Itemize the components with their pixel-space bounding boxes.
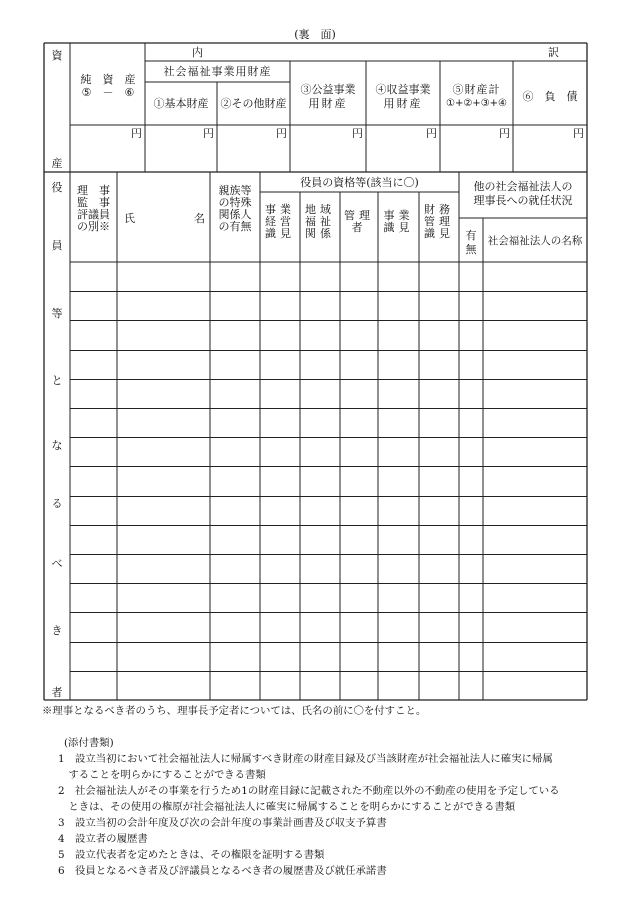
qual-line: 財務 [424, 203, 454, 216]
qual-line: 管理 [344, 209, 374, 222]
officers-side-char: 等 [51, 307, 63, 320]
attachment-line: 4 設立者の履歴書 [58, 833, 148, 845]
relatives-line: の有無 [218, 220, 252, 233]
attachment-line: 3 設立当初の会計年度及び次の会計年度の事業計画書及び収支予算書 [58, 817, 387, 829]
assets-side-label-top: 資 [51, 49, 63, 62]
officers-side-char: き [51, 624, 63, 637]
yen-basic: 円 [203, 127, 214, 140]
role-line: 評議員 [77, 208, 110, 221]
attachment-item [58, 815, 618, 831]
other-property-label: ②その他財産 [220, 97, 287, 110]
revenue-property-line2: 用財産 [383, 97, 423, 110]
officers-side-char: る [51, 497, 63, 510]
officers-side-char: な [51, 439, 63, 452]
property-total-line1: ⑤財産計 [452, 83, 501, 96]
yes-no-line: 有 [465, 229, 477, 242]
net-assets-formula: ⑤ － ⑥ [81, 86, 135, 99]
other-corp-line: 理事長への就任状況 [473, 194, 573, 207]
role-line: 理 事 [77, 184, 110, 197]
qual-business-mgmt-header [260, 204, 300, 240]
relatives-column-header [210, 185, 260, 233]
role-line: の別※ [77, 220, 110, 233]
breakdown-left-label: 内 [192, 46, 203, 59]
yen-public-interest: 円 [352, 127, 363, 140]
attachment-line: 5 設立代表者を定めたときは、その権限を証明する書類 [58, 849, 325, 861]
qual-line: 経営 [265, 215, 295, 228]
yen-liabilities: 円 [573, 127, 584, 140]
attachments-heading: (添付書類) [64, 737, 114, 749]
other-corp-group-header [459, 180, 587, 208]
qual-manager-header [340, 210, 378, 234]
footnote: ※理事となるべき者のうち、理事長予定者については、氏名の前に〇を付すこと。 [42, 705, 427, 717]
relatives-line: 親族等 [218, 184, 252, 197]
public-interest-property-line2: 用財産 [308, 97, 348, 110]
role-column-header [70, 185, 117, 233]
yen-net-assets: 円 [131, 127, 142, 140]
yes-no-header [459, 229, 483, 257]
attachment-item [58, 831, 618, 847]
attachment-item [58, 751, 618, 783]
corp-name-header: 社会福祉法人の名称 [487, 235, 583, 247]
name-header-left: 氏 [124, 212, 135, 225]
attachment-item [58, 847, 618, 863]
attachments-list [58, 751, 618, 879]
page-title: (裏 面) [294, 28, 336, 41]
assets-side-label-bottom: 産 [51, 157, 63, 170]
name-header-right: 名 [194, 212, 205, 225]
qual-line: 管理 [424, 215, 454, 228]
attachment-line: 1 設立当初において社会福祉法人に帰属すべき財産の財産目録及び当該財産が社会福祉法人に確実に帰属 [58, 753, 553, 765]
qual-line: 事業 [265, 203, 295, 216]
other-corp-line: 他の社会福祉法人の [473, 180, 573, 193]
attachment-line: ときは、その使用の権原が社会福祉法人に確実に帰属することを明らかにすることができる書類 [58, 801, 516, 813]
attachment-line: 6 役員となるべき者及び評議員となるべき者の履歴書及び就任承諾書 [58, 865, 387, 877]
officers-side-char: と [51, 374, 63, 387]
attachment-item [58, 783, 618, 815]
qual-line: 識見 [265, 227, 295, 240]
public-interest-property-line1: ③公益事業 [300, 83, 356, 96]
yen-total: 円 [499, 127, 510, 140]
basic-property-label: ①基本財産 [153, 97, 209, 110]
property-total-line2: ①+②+③+④ [446, 98, 507, 109]
officers-side-char: 役 [51, 181, 63, 194]
qual-regional-welfare-header [300, 204, 340, 240]
attachment-line: することを明らかにすることができる書類 [58, 769, 266, 781]
qual-line: 識見 [424, 227, 454, 240]
officers-side-char: 員 [51, 239, 63, 252]
qual-business-insight-header [378, 210, 419, 234]
qual-line: 者 [351, 221, 367, 234]
officers-side-char: 者 [51, 686, 63, 699]
qual-line: 事業 [383, 209, 414, 222]
yen-revenue: 円 [426, 127, 437, 140]
attachment-line: 2 社会福祉法人がその事業を行うため1の財産目録に記載された不動産以外の不動産の使用を予定している [58, 785, 560, 797]
role-line: 監 事 [77, 196, 110, 209]
qual-financial-mgmt-header [419, 204, 459, 240]
qual-line: 地域 [305, 203, 335, 216]
qual-line: 関係 [305, 227, 335, 240]
relatives-line: 関係人 [218, 208, 252, 221]
breakdown-right-label: 訳 [548, 46, 559, 59]
relatives-line: の特殊 [218, 196, 252, 209]
liabilities-label: ⑥ 負 債 [522, 90, 578, 103]
revenue-property-line1: ④収益事業 [375, 83, 431, 96]
qual-line: 福祉 [305, 215, 335, 228]
qual-line: 識見 [383, 221, 414, 234]
yen-other: 円 [276, 127, 287, 140]
yes-no-line: 無 [465, 243, 477, 256]
social-welfare-property-label: 社会福祉事業用財産 [163, 65, 272, 78]
attachment-item [58, 863, 618, 879]
net-assets-label: 純 資 産 [80, 73, 136, 86]
qualification-group-header: 役員の資格等(該当に〇) [300, 176, 419, 189]
officers-side-char: べ [51, 557, 63, 570]
